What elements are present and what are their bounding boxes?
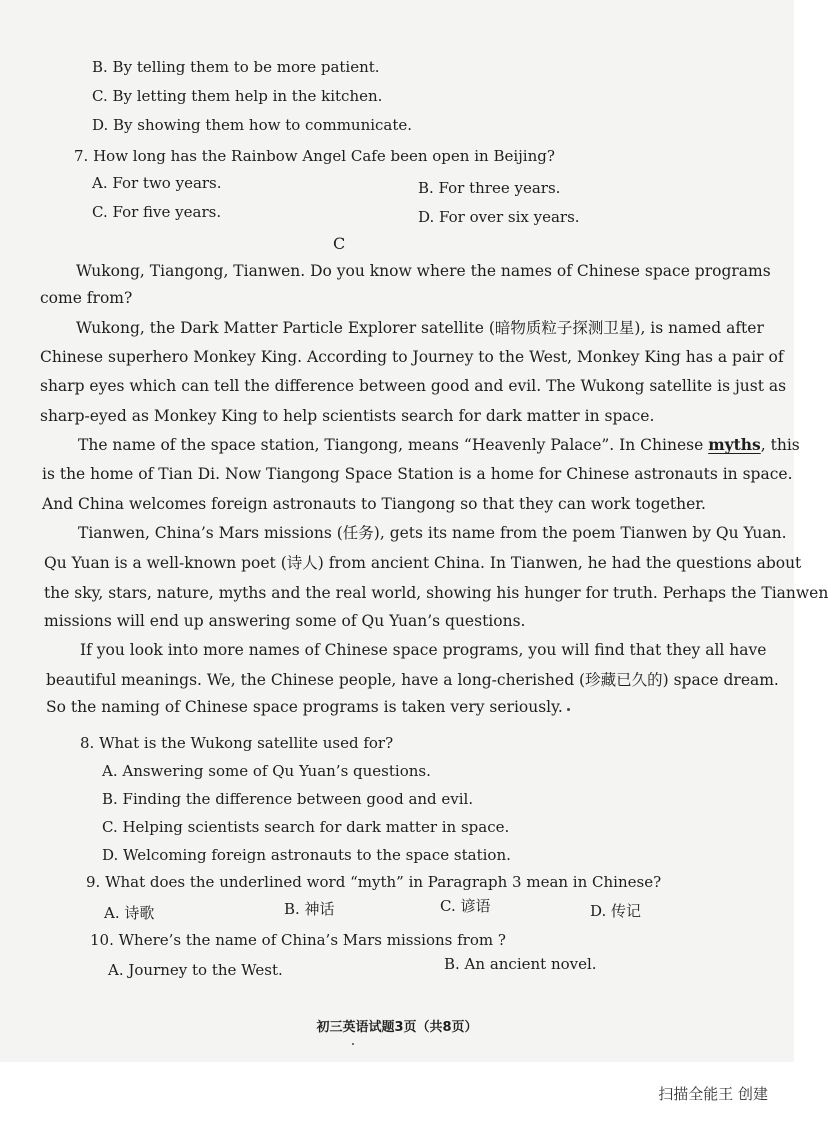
q6-option-c: C. By letting them help in the kitchen. xyxy=(92,87,383,105)
passage-line: So the naming of Chinese space programs is taken very seriously. xyxy=(46,698,563,716)
q9-option-c: C. 谚语 xyxy=(440,897,491,915)
q9-option-b: B. 神话 xyxy=(284,900,335,918)
q8-question: 8. What is the Wukong satellite used for? xyxy=(80,734,394,752)
passage-line: Qu Yuan is a well-known poet (诗人) from ancient China. In Tianwen, he had the questions about xyxy=(44,554,802,572)
section-heading: C xyxy=(333,234,346,253)
q6-option-d: D. By showing them how to communicate. xyxy=(92,116,413,134)
q8-option-b: B. Finding the difference between good and evil. xyxy=(102,790,474,808)
q8-option-c: C. Helping scientists search for dark matter in space. xyxy=(102,818,510,836)
q7-option-b: B. For three years. xyxy=(418,179,561,197)
q10-option-b: B. An ancient novel. xyxy=(444,955,597,973)
passage-line: Wukong, Tiangong, Tianwen. Do you know where the names of Chinese space programs xyxy=(76,262,771,280)
passage-line: is the home of Tian Di. Now Tiangong Space Station is a home for Chinese astronauts in space. xyxy=(42,465,793,483)
passage-text: The name of the space station, Tiangong, means “Heavenly Palace”. In Chinese xyxy=(78,436,709,454)
q9-option-a: A. 诗歌 xyxy=(104,904,155,922)
passage-line: come from? xyxy=(40,289,133,307)
q7-option-c: C. For five years. xyxy=(92,203,222,221)
passage-line: Tianwen, China’s Mars missions (任务), gets its name from the poem Tianwen by Qu Yuan. xyxy=(78,524,787,542)
passage-line: sharp-eyed as Monkey King to help scientists search for dark matter in space. xyxy=(40,407,655,425)
q10-question: 10. Where’s the name of China’s Mars missions from ? xyxy=(90,931,506,949)
q8-option-a: A. Answering some of Qu Yuan’s questions. xyxy=(102,762,431,780)
q7-option-d: D. For over six years. xyxy=(418,208,580,226)
passage-line: missions will end up answering some of Qu Yuan’s questions. xyxy=(44,612,526,630)
q7-question: 7. How long has the Rainbow Angel Cafe been open in Beijing? xyxy=(74,147,555,165)
passage-line: If you look into more names of Chinese space programs, you will find that they all have xyxy=(80,641,767,659)
q6-option-b: B. By telling them to be more patient. xyxy=(92,58,380,76)
passage-line xyxy=(78,435,800,455)
q10-option-a: A. Journey to the West. xyxy=(108,961,283,979)
page-footer: 初三英语试题3页（共8页） xyxy=(316,1020,478,1035)
q9-question: 9. What does the underlined word “myth” in Paragraph 3 mean in Chinese? xyxy=(86,873,662,891)
passage-line: beautiful meanings. We, the Chinese people, have a long-cherished (珍藏已久的) space dream. xyxy=(46,671,779,689)
scanner-watermark: 扫描全能王 创建 xyxy=(658,1085,768,1103)
q9-option-d: D. 传记 xyxy=(590,902,642,920)
passage-line: Wukong, the Dark Matter Particle Explorer satellite (暗物质粒子探测卫星), is named after xyxy=(76,319,764,337)
underlined-word-myths: myths xyxy=(708,435,761,454)
scan-speck xyxy=(567,708,570,711)
q8-option-d: D. Welcoming foreign astronauts to the space station. xyxy=(102,846,511,864)
passage-line: And China welcomes foreign astronauts to Tiangong so that they can work together. xyxy=(42,495,706,513)
scan-speck xyxy=(352,1043,354,1045)
passage-text: , this xyxy=(760,436,800,454)
passage-line: the sky, stars, nature, myths and the real world, showing his hunger for truth. Perhaps the Tianwen xyxy=(44,584,828,602)
passage-line: Chinese superhero Monkey King. According to Journey to the West, Monkey King has a pair of xyxy=(40,348,784,366)
q7-option-a: A. For two years. xyxy=(92,174,222,192)
passage-line: sharp eyes which can tell the difference between good and evil. The Wukong satellite is just as xyxy=(40,377,787,395)
